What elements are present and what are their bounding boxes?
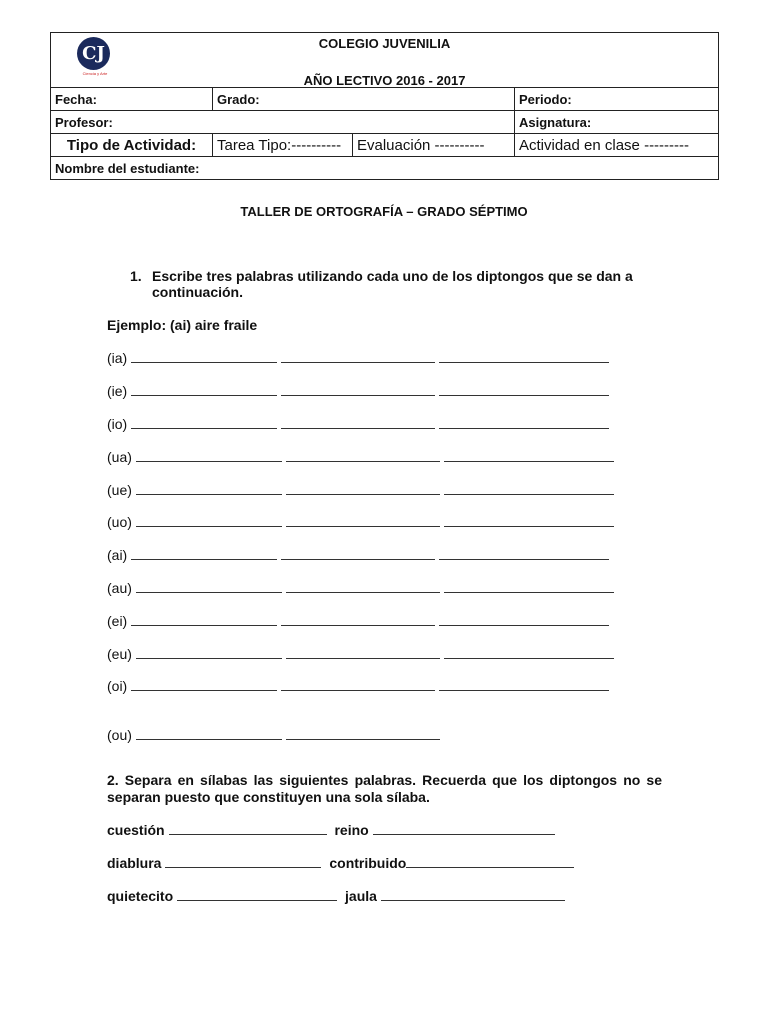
example-line: Ejemplo: (ai) aire fraile [107, 317, 258, 333]
grado-field[interactable]: Grado: [213, 88, 515, 111]
tarea-tipo-option[interactable]: Tarea Tipo:---------- [213, 134, 353, 157]
answer-blank[interactable] [136, 646, 282, 659]
answer-blank[interactable] [444, 449, 614, 462]
answer-blank[interactable] [381, 888, 565, 901]
actividad-clase-option[interactable]: Actividad en clase --------- [515, 134, 719, 157]
diphthong-label: (ou) [107, 727, 132, 743]
diphthong-row [107, 514, 614, 530]
question-1-text: Escribe tres palabras utilizando cada uno de los diptongos que se dan a continuación. [152, 268, 633, 300]
answer-blank[interactable] [281, 547, 435, 560]
answer-blank[interactable] [286, 482, 440, 495]
word-label: reino [334, 822, 369, 838]
diphthong-row [107, 416, 609, 432]
answer-blank[interactable] [136, 449, 282, 462]
answer-blank[interactable] [439, 613, 609, 626]
diphthong-label: (au) [107, 580, 132, 596]
diphthong-row [107, 449, 614, 465]
syllable-row [107, 888, 569, 904]
diphthong-row [107, 383, 609, 399]
fecha-field[interactable]: Fecha: [51, 88, 213, 111]
school-year: AÑO LECTIVO 2016 - 2017 [303, 73, 466, 88]
diphthong-label: (io) [107, 416, 128, 432]
answer-blank[interactable] [406, 855, 574, 868]
diphthong-label: (ai) [107, 547, 128, 563]
diphthong-row [107, 678, 609, 694]
answer-blank[interactable] [439, 383, 609, 396]
answer-blank[interactable] [444, 514, 614, 527]
answer-blank[interactable] [439, 678, 609, 691]
diphthong-label: (ua) [107, 449, 132, 465]
answer-blank[interactable] [439, 547, 609, 560]
diphthong-label: (ei) [107, 613, 128, 629]
answer-blank[interactable] [444, 482, 614, 495]
tipo-actividad-label: Tipo de Actividad: [51, 134, 213, 157]
nombre-estudiante-field[interactable]: Nombre del estudiante: [51, 157, 719, 180]
diphthong-row [107, 646, 614, 662]
diphthong-label: (uo) [107, 514, 132, 530]
answer-blank[interactable] [136, 482, 282, 495]
asignatura-field[interactable]: Asignatura: [515, 111, 719, 134]
evaluacion-option[interactable]: Evaluación ---------- [353, 134, 515, 157]
syllable-row [107, 855, 578, 871]
answer-blank[interactable] [136, 727, 282, 740]
diphthong-label: (oi) [107, 678, 128, 694]
word-label: jaula [345, 888, 377, 904]
answer-blank[interactable] [136, 580, 282, 593]
profesor-field[interactable]: Profesor: [51, 111, 515, 134]
answer-blank[interactable] [131, 547, 277, 560]
answer-blank[interactable] [286, 727, 440, 740]
diphthong-row [107, 613, 609, 629]
answer-blank[interactable] [281, 383, 435, 396]
worksheet-title: TALLER DE ORTOGRAFÍA – GRADO SÉPTIMO [240, 204, 528, 219]
answer-blank[interactable] [439, 350, 609, 363]
answer-blank[interactable] [281, 678, 435, 691]
answer-blank[interactable] [286, 646, 440, 659]
diphthong-row [107, 727, 440, 743]
answer-blank[interactable] [131, 350, 277, 363]
answer-blank[interactable] [444, 646, 614, 659]
answer-blank[interactable] [281, 350, 435, 363]
answer-blank[interactable] [286, 514, 440, 527]
answer-blank[interactable] [286, 580, 440, 593]
diphthong-label: (ie) [107, 383, 128, 399]
answer-blank[interactable] [131, 613, 277, 626]
answer-blank[interactable] [177, 888, 337, 901]
word-label: contribuido [329, 855, 407, 871]
diphthong-label: (eu) [107, 646, 132, 662]
answer-blank[interactable] [131, 416, 277, 429]
logo-tagline: Ciencia y Arte [82, 71, 108, 76]
word-label: cuestión [107, 822, 165, 838]
diphthong-label: (ue) [107, 482, 132, 498]
diphthong-row [107, 350, 609, 366]
school-title-cell [51, 33, 719, 88]
diphthong-row [107, 482, 614, 498]
school-name: COLEGIO JUVENILIA [318, 36, 451, 51]
answer-blank[interactable] [165, 855, 321, 868]
answer-blank[interactable] [373, 822, 555, 835]
header-table [50, 32, 719, 180]
question-2: 2. Separa en sílabas las siguientes palabras. Recuerda que los diptongos no se separan puesto que constituyen una sola sílaba. [107, 772, 662, 805]
answer-blank[interactable] [131, 383, 277, 396]
diphthong-label: (ia) [107, 350, 128, 366]
answer-blank[interactable] [439, 416, 609, 429]
question-1-number: 1. [130, 268, 142, 284]
answer-blank[interactable] [281, 416, 435, 429]
diphthong-row [107, 547, 609, 563]
answer-blank[interactable] [169, 822, 327, 835]
syllable-row [107, 822, 559, 838]
word-label: diablura [107, 855, 162, 871]
answer-blank[interactable] [136, 514, 282, 527]
answer-blank[interactable] [281, 613, 435, 626]
periodo-field[interactable]: Periodo: [515, 88, 719, 111]
word-label: quietecito [107, 888, 174, 904]
logo-emblem: CJ [77, 37, 110, 70]
answer-blank[interactable] [286, 449, 440, 462]
diphthong-row [107, 580, 614, 596]
answer-blank[interactable] [444, 580, 614, 593]
answer-blank[interactable] [131, 678, 277, 691]
